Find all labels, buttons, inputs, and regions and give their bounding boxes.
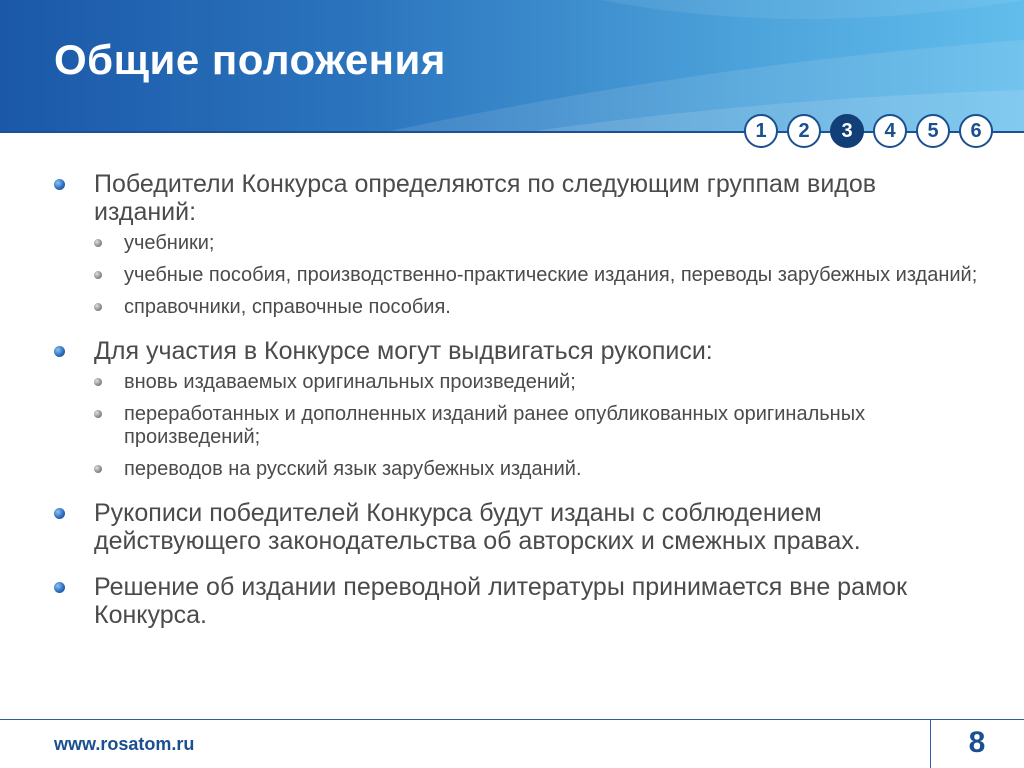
sub-item-text: справочники, справочные пособия. [124, 296, 451, 318]
sub-list-item [94, 371, 984, 394]
bullet-item [54, 499, 984, 555]
sub-item-text: вновь издаваемых оригинальных произведений; [124, 371, 576, 393]
bullet-icon [54, 346, 65, 357]
footer-divider-line [0, 719, 1024, 720]
sub-item-text: учебники; [124, 232, 215, 254]
sub-item-text: учебные пособия, производственно-практические издания, переводы зарубежных изданий; [124, 264, 978, 286]
bullet-item [54, 337, 984, 481]
bullet-item [54, 170, 984, 319]
bullet-icon [54, 179, 65, 190]
sub-list [94, 232, 984, 319]
bullet-text: Рукописи победителей Конкурса будут изданы с соблюдением действующего законодательства об авторских и смежных правах. [94, 499, 861, 555]
sub-item-text: переводов на русский язык зарубежных изданий. [124, 458, 582, 480]
bullet-item [54, 573, 984, 629]
sub-list [94, 371, 984, 481]
pager-item-6[interactable]: 6 [959, 114, 993, 148]
bullet-text: Победители Конкурса определяются по следующим группам видов изданий: [94, 170, 877, 226]
sub-bullet-icon [94, 239, 102, 247]
sub-bullet-icon [94, 410, 102, 418]
bullet-icon [54, 582, 65, 593]
slide-pager [744, 114, 993, 148]
sub-list-item [94, 264, 984, 287]
sub-item-text: переработанных и дополненных изданий ранее опубликованных оригинальных произведений; [124, 403, 866, 448]
sub-list-item [94, 458, 984, 481]
sub-bullet-icon [94, 378, 102, 386]
sub-bullet-icon [94, 271, 102, 279]
pager-item-4[interactable]: 4 [873, 114, 907, 148]
footer-url-link[interactable]: www.rosatom.ru [54, 734, 195, 754]
sub-list-item [94, 296, 984, 319]
page-number: 8 [968, 726, 986, 759]
page-title: Общие положения [54, 36, 446, 83]
sub-bullet-icon [94, 303, 102, 311]
slide-content [54, 170, 984, 641]
pager-item-3[interactable]: 3 [830, 114, 864, 148]
pager-item-2[interactable]: 2 [787, 114, 821, 148]
bullet-icon [54, 508, 65, 519]
sub-list-item [94, 232, 984, 255]
pager-item-5[interactable]: 5 [916, 114, 950, 148]
bullet-text: Решение об издании переводной литературы принимается вне рамок Конкурса. [94, 573, 908, 629]
sub-list-item [94, 403, 984, 449]
bullet-text: Для участия в Конкурсе могут выдвигаться рукописи: [94, 337, 713, 365]
pager-item-1[interactable]: 1 [744, 114, 778, 148]
sub-bullet-icon [94, 465, 102, 473]
